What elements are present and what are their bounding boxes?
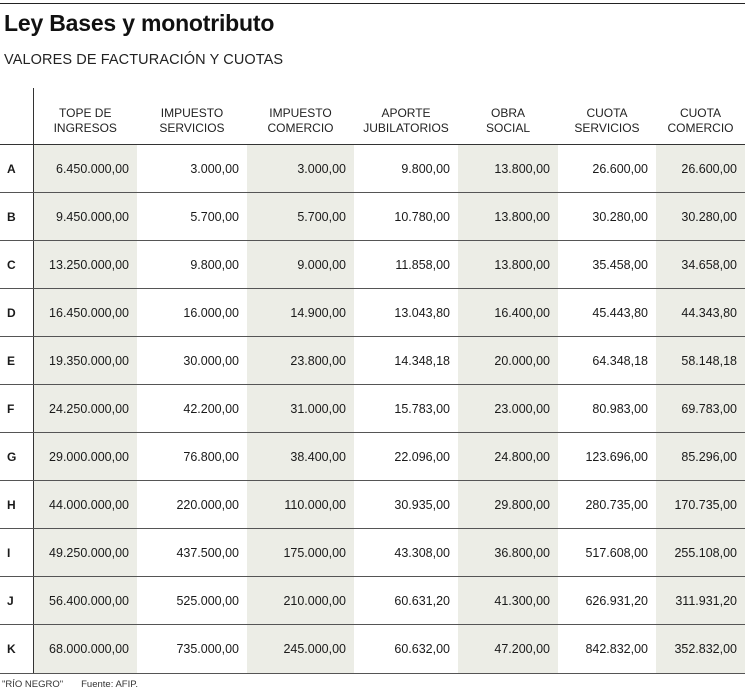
table-cell: 6.450.000,00: [33, 145, 137, 193]
table-cell: 38.400,00: [247, 433, 354, 481]
table-cell: 60.632,00: [354, 625, 458, 674]
column-header-line: TOPE DE: [59, 106, 112, 120]
table-cell: 30.000,00: [137, 337, 247, 385]
category-label: E: [0, 337, 33, 385]
credit-text: "RÍO NEGRO": [2, 679, 64, 690]
table-row: [0, 433, 745, 481]
table-cell: 3.000,00: [137, 145, 247, 193]
column-header-line: INGRESOS: [53, 121, 117, 135]
table-cell: 9.000,00: [247, 241, 354, 289]
table-cell: 30.280,00: [656, 193, 745, 241]
table-cell: 13.250.000,00: [33, 241, 137, 289]
table-cell: 110.000,00: [247, 481, 354, 529]
source-text: Fuente: AFIP.: [81, 679, 138, 690]
table-cell: 626.931,20: [558, 577, 656, 625]
table-cell: 245.000,00: [247, 625, 354, 674]
category-label: A: [0, 145, 33, 193]
table-cell: 34.658,00: [656, 241, 745, 289]
category-label: H: [0, 481, 33, 529]
table-cell: 352.832,00: [656, 625, 745, 674]
category-label: J: [0, 577, 33, 625]
column-header-line: IMPUESTO: [160, 106, 224, 120]
table-cell: 13.043,80: [354, 289, 458, 337]
table-cell: 437.500,00: [137, 529, 247, 577]
category-label: F: [0, 385, 33, 433]
table-cell: 64.348,18: [558, 337, 656, 385]
table-cell: 123.696,00: [558, 433, 656, 481]
category-label: G: [0, 433, 33, 481]
table-cell: 20.000,00: [458, 337, 558, 385]
table-cell: 49.250.000,00: [33, 529, 137, 577]
column-header-line: SERVICIOS: [574, 121, 640, 135]
header-row: [0, 88, 745, 145]
table-cell: 3.000,00: [247, 145, 354, 193]
table-row: [0, 145, 745, 193]
table-cell: 23.000,00: [458, 385, 558, 433]
table-cell: 31.000,00: [247, 385, 354, 433]
table-cell: 85.296,00: [656, 433, 745, 481]
footer: [2, 679, 138, 690]
table-cell: 13.800,00: [458, 193, 558, 241]
column-header-line: SOCIAL: [485, 121, 530, 135]
table-cell: 5.700,00: [247, 193, 354, 241]
column-header-line: COMERCIO: [267, 121, 334, 135]
category-label: D: [0, 289, 33, 337]
table-cell: 16.400,00: [458, 289, 558, 337]
table-cell: 26.600,00: [558, 145, 656, 193]
table-cell: 24.800,00: [458, 433, 558, 481]
table-cell: 60.631,20: [354, 577, 458, 625]
table-cell: 16.000,00: [137, 289, 247, 337]
table-cell: 29.000.000,00: [33, 433, 137, 481]
table-cell: 30.280,00: [558, 193, 656, 241]
monotributo-table: [0, 88, 745, 674]
column-header: [247, 88, 354, 145]
category-label: I: [0, 529, 33, 577]
table-cell: 11.858,00: [354, 241, 458, 289]
column-header: [656, 88, 745, 145]
table-cell: 80.983,00: [558, 385, 656, 433]
table-cell: 525.000,00: [137, 577, 247, 625]
column-header-line: COMERCIO: [667, 121, 734, 135]
table-cell: 26.600,00: [656, 145, 745, 193]
column-header-line: CUOTA: [586, 106, 628, 120]
table-container: [0, 88, 745, 674]
table-body: [0, 145, 745, 674]
category-label: K: [0, 625, 33, 674]
table-row: [0, 529, 745, 577]
table-row: [0, 241, 745, 289]
column-header-line: CUOTA: [679, 106, 722, 120]
table-cell: 41.300,00: [458, 577, 558, 625]
column-header-line: OBRA: [490, 106, 525, 120]
table-cell: 23.800,00: [247, 337, 354, 385]
table-cell: 9.800,00: [137, 241, 247, 289]
table-cell: 56.400.000,00: [33, 577, 137, 625]
table-cell: 43.308,00: [354, 529, 458, 577]
table-cell: 5.700,00: [137, 193, 247, 241]
table-cell: 220.000,00: [137, 481, 247, 529]
table-cell: 14.900,00: [247, 289, 354, 337]
table-cell: 47.200,00: [458, 625, 558, 674]
column-header: [354, 88, 458, 145]
table-cell: 280.735,00: [558, 481, 656, 529]
table-cell: 13.800,00: [458, 145, 558, 193]
page-title: Ley Bases y monotributo: [4, 10, 275, 36]
table-cell: 9.450.000,00: [33, 193, 137, 241]
table-cell: 24.250.000,00: [33, 385, 137, 433]
table-cell: 735.000,00: [137, 625, 247, 674]
table-cell: 517.608,00: [558, 529, 656, 577]
category-label: B: [0, 193, 33, 241]
table-cell: 42.200,00: [137, 385, 247, 433]
table-cell: 22.096,00: [354, 433, 458, 481]
table-cell: 76.800,00: [137, 433, 247, 481]
table-cell: 13.800,00: [458, 241, 558, 289]
table-row: [0, 385, 745, 433]
table-cell: 311.931,20: [656, 577, 745, 625]
table-cell: 58.148,18: [656, 337, 745, 385]
top-rule: [0, 3, 745, 4]
table-cell: 30.935,00: [354, 481, 458, 529]
column-header: [458, 88, 558, 145]
column-header: [558, 88, 656, 145]
column-header: [33, 88, 137, 145]
table-cell: 44.343,80: [656, 289, 745, 337]
column-header-line: APORTE: [381, 106, 431, 120]
table-row: [0, 289, 745, 337]
table-row: [0, 625, 745, 674]
table-cell: 45.443,80: [558, 289, 656, 337]
table-row: [0, 193, 745, 241]
column-header-line: JUBILATORIOS: [363, 121, 449, 135]
table-cell: 19.350.000,00: [33, 337, 137, 385]
table-cell: 9.800,00: [354, 145, 458, 193]
column-header: [137, 88, 247, 145]
table-cell: 15.783,00: [354, 385, 458, 433]
table-cell: 16.450.000,00: [33, 289, 137, 337]
table-cell: 29.800,00: [458, 481, 558, 529]
table-cell: 255.108,00: [656, 529, 745, 577]
page-subtitle: VALORES DE FACTURACIÓN Y CUOTAS: [4, 52, 284, 68]
table-cell: 69.783,00: [656, 385, 745, 433]
category-header: [0, 88, 33, 145]
category-label: C: [0, 241, 33, 289]
table-cell: 68.000.000,00: [33, 625, 137, 674]
table-cell: 35.458,00: [558, 241, 656, 289]
table-cell: 14.348,18: [354, 337, 458, 385]
table-cell: 170.735,00: [656, 481, 745, 529]
table-cell: 842.832,00: [558, 625, 656, 674]
table-row: [0, 577, 745, 625]
table-row: [0, 481, 745, 529]
column-header-line: SERVICIOS: [159, 121, 225, 135]
table-cell: 36.800,00: [458, 529, 558, 577]
table-cell: 10.780,00: [354, 193, 458, 241]
table-cell: 44.000.000,00: [33, 481, 137, 529]
table-cell: 210.000,00: [247, 577, 354, 625]
column-header-line: IMPUESTO: [269, 106, 332, 120]
table-cell: 175.000,00: [247, 529, 354, 577]
table-row: [0, 337, 745, 385]
